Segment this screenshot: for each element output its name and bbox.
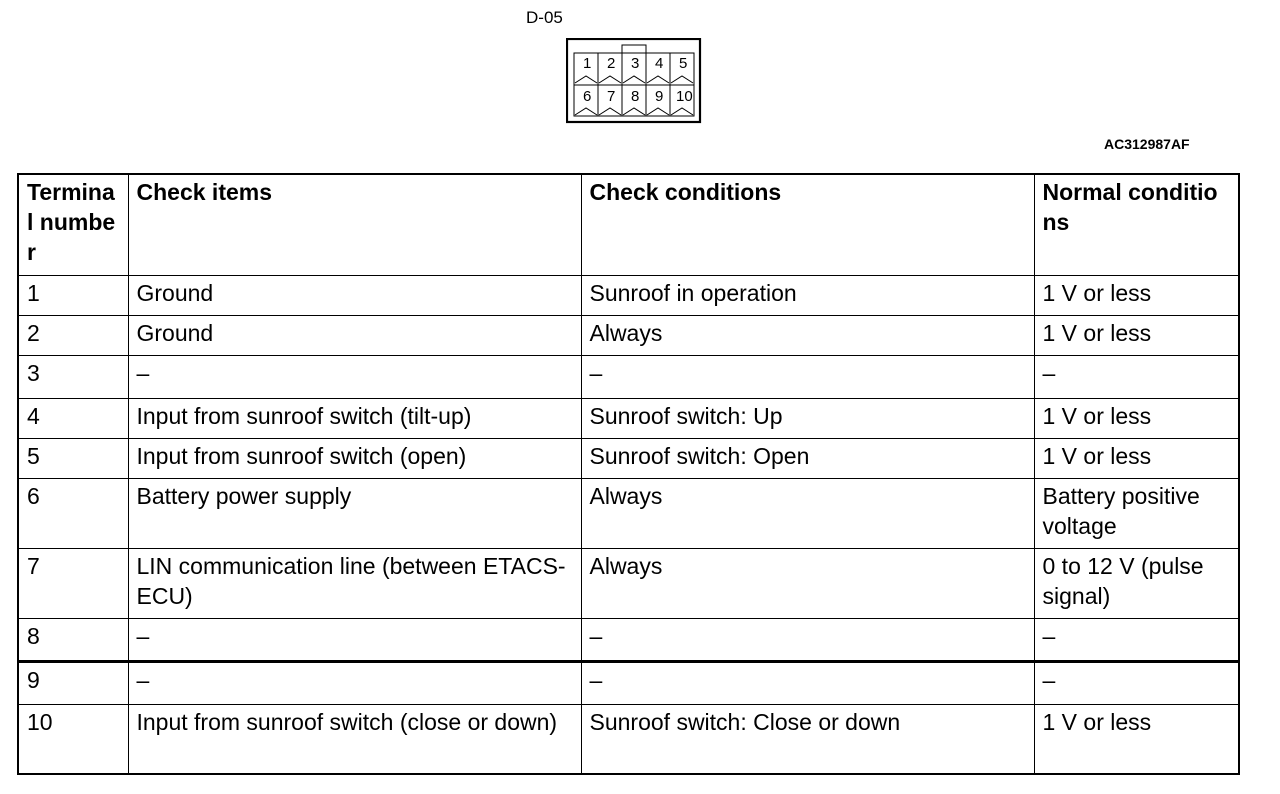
check-condition-cell: Always <box>581 548 1034 618</box>
pin-number: 4 <box>655 55 664 72</box>
terminal-cell: 5 <box>18 438 128 478</box>
terminal-cell: 7 <box>18 548 128 618</box>
check-condition-cell: Always <box>581 315 1034 355</box>
check-item-cell: Ground <box>128 315 581 355</box>
check-item-cell: Battery power supply <box>128 478 581 548</box>
check-item-cell: LIN communication line (between ETACS-ECU) <box>128 548 581 618</box>
check-condition-cell: – <box>581 355 1034 398</box>
terminal-check-table <box>17 173 1240 775</box>
check-condition-cell: Sunroof switch: Close or down <box>581 704 1034 774</box>
terminal-cell: 10 <box>18 704 128 774</box>
pin-number: 1 <box>583 55 592 72</box>
normal-condition-cell: – <box>1034 661 1239 704</box>
check-item-cell: Ground <box>128 275 581 315</box>
table-row <box>18 618 1239 661</box>
table-row <box>18 478 1239 548</box>
connector-diagram <box>566 38 702 124</box>
pin-number: 2 <box>607 55 616 72</box>
terminal-cell: 4 <box>18 398 128 438</box>
check-condition-cell: – <box>581 661 1034 704</box>
pin-number: 6 <box>583 88 592 105</box>
check-item-cell: – <box>128 661 581 704</box>
pin-number: 5 <box>679 55 688 72</box>
table-row <box>18 548 1239 618</box>
table-row <box>18 661 1239 704</box>
connector-label: D-05 <box>526 8 563 27</box>
check-item-cell: Input from sunroof switch (open) <box>128 438 581 478</box>
terminal-cell: 8 <box>18 618 128 661</box>
terminal-cell: 2 <box>18 315 128 355</box>
terminal-cell: 6 <box>18 478 128 548</box>
table-row <box>18 275 1239 315</box>
table-header-row <box>18 174 1239 275</box>
check-condition-cell: Always <box>581 478 1034 548</box>
terminal-cell: 9 <box>18 661 128 704</box>
check-item-cell: – <box>128 618 581 661</box>
table-row <box>18 355 1239 398</box>
normal-condition-cell: – <box>1034 618 1239 661</box>
check-item-cell: Input from sunroof switch (close or down) <box>128 704 581 774</box>
check-condition-cell: Sunroof switch: Open <box>581 438 1034 478</box>
normal-condition-cell: 1 V or less <box>1034 315 1239 355</box>
normal-condition-cell: 0 to 12 V (pulse signal) <box>1034 548 1239 618</box>
pin-number: 3 <box>631 55 640 72</box>
check-item-cell: Input from sunroof switch (tilt-up) <box>128 398 581 438</box>
normal-condition-cell: 1 V or less <box>1034 438 1239 478</box>
check-item-cell: – <box>128 355 581 398</box>
header-terminal-number: Terminal number <box>18 174 128 275</box>
header-check-conditions: Check conditions <box>581 174 1034 275</box>
normal-condition-cell: 1 V or less <box>1034 704 1239 774</box>
table-row <box>18 315 1239 355</box>
pin-number: 7 <box>607 88 616 105</box>
table-row <box>18 398 1239 438</box>
check-condition-cell: – <box>581 618 1034 661</box>
terminal-cell: 1 <box>18 275 128 315</box>
pin-number: 8 <box>631 88 640 105</box>
pin-number: 10 <box>676 88 693 105</box>
header-check-items: Check items <box>128 174 581 275</box>
table-row <box>18 438 1239 478</box>
normal-condition-cell: 1 V or less <box>1034 398 1239 438</box>
normal-condition-cell: – <box>1034 355 1239 398</box>
normal-condition-cell: 1 V or less <box>1034 275 1239 315</box>
terminal-cell: 3 <box>18 355 128 398</box>
table-row <box>18 704 1239 774</box>
check-condition-cell: Sunroof switch: Up <box>581 398 1034 438</box>
pin-number: 9 <box>655 88 664 105</box>
header-normal-conditions: Normal conditions <box>1034 174 1239 275</box>
check-condition-cell: Sunroof in operation <box>581 275 1034 315</box>
normal-condition-cell: Battery positive voltage <box>1034 478 1239 548</box>
figure-code: AC312987AF <box>1104 136 1190 152</box>
